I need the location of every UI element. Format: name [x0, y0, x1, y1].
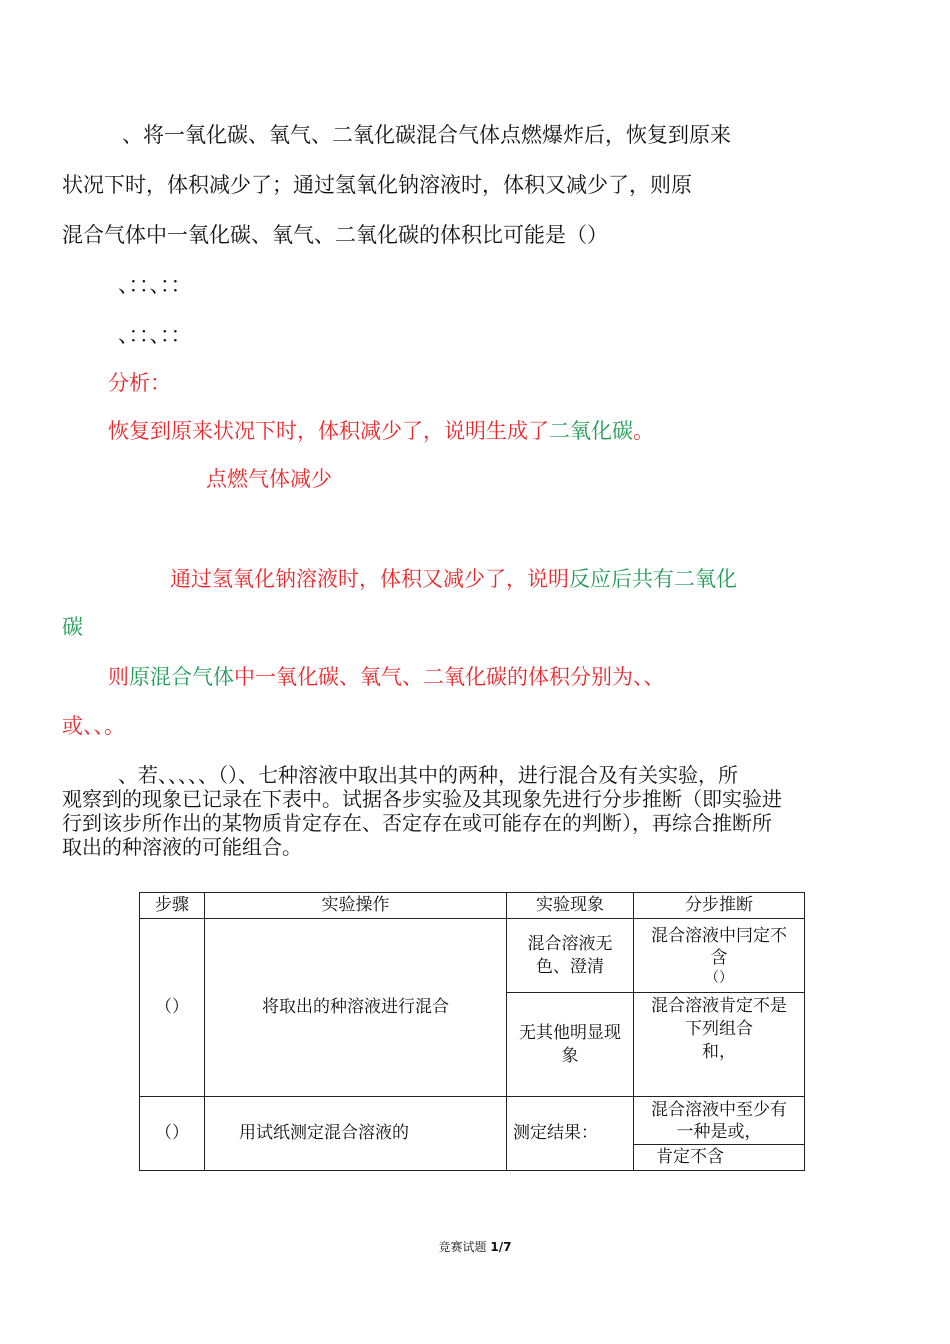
analysis-p3-red: 通过氢氧化钠溶液时，体积又减少了，说明 — [170, 567, 569, 591]
page-footer — [0, 1239, 950, 1255]
table-row — [140, 919, 805, 993]
analysis-paragraph-1 — [108, 418, 654, 444]
cell-line: 含 — [710, 947, 728, 968]
table-header-row — [140, 893, 805, 919]
header-inference: 分步推断 — [634, 893, 805, 919]
cell-line: 无其他明显现 — [519, 1022, 621, 1043]
analysis-p4-a: 则 — [108, 665, 129, 689]
cell-line: 象 — [561, 1045, 579, 1066]
analysis-p4-b: 原混合气体 — [129, 665, 234, 689]
footer-label: 竞赛试题 — [438, 1240, 491, 1254]
analysis-p3-continuation: 碳 — [62, 615, 83, 639]
cell-line: 和， — [702, 1042, 736, 1062]
question2-line3: 行到该步所作出的某物质肯定存在、否定存在或可能存在的判断），再综合推断所 — [62, 811, 772, 835]
header-step: 步骤 — [140, 893, 205, 919]
analysis-title: 分析： — [108, 371, 171, 395]
row1-inference-2 — [634, 993, 805, 1097]
cell-line: 混合溶液中冃定不 — [651, 925, 787, 946]
question1-option-1: 、：：、：： — [118, 273, 192, 297]
row2-inference-a — [634, 1097, 805, 1145]
row1-phenomenon-2 — [507, 993, 634, 1097]
question1-line2: 状况下时，体积减少了；通过氢氧化钠溶液时，体积又减少了，则原 — [62, 173, 692, 197]
row1-step: （） — [140, 919, 205, 1097]
question1-line3: 混合气体中一氧化碳、氧气、二氧化碳的体积比可能是（） — [62, 223, 608, 247]
header-phenomenon: 实验现象 — [507, 893, 634, 919]
analysis-p1-red: 恢复到原来状况下时，体积减少了，说明生成了 — [108, 419, 549, 443]
analysis-p1-end: 。 — [633, 419, 654, 443]
cell-line: 一种是或， — [676, 1121, 762, 1142]
cell-line: 混合溶液无 — [527, 933, 613, 954]
row1-operation: 将取出的种溶液进行混合 — [205, 919, 507, 1097]
experiment-table — [139, 892, 805, 1171]
cell-line: （） — [705, 969, 733, 986]
row2-phenomenon: 测定结果： — [507, 1097, 634, 1171]
question2-line2: 观察到的现象已记录在下表中。试据各步实验及其现象先进行分步推断（即实验进 — [62, 787, 782, 811]
analysis-p1-green: 二氧化碳 — [549, 419, 633, 443]
analysis-paragraph-4 — [108, 664, 665, 690]
question2-line1: 、若、、、、、（）、七种溶液中取出其中的两种，进行混合及有关实验，所 — [118, 763, 738, 787]
row2-operation: 用试纸测定混合溶液的 — [205, 1097, 507, 1171]
question2-paragraph — [62, 763, 892, 859]
question1-option-2: 、：：、：： — [118, 323, 192, 347]
cell-line: 色、澄清 — [536, 956, 604, 977]
header-operation: 实验操作 — [205, 893, 507, 919]
table-row — [140, 1097, 805, 1145]
question1-line1: 、将一氧化碳、氧气、二氧化碳混合气体点燃爆炸后，恢复到原来 — [122, 123, 731, 147]
row1-inference-1 — [634, 919, 805, 993]
page-number: 1/7 — [490, 1240, 512, 1254]
cell-line: 混合溶液肯定不是 — [651, 996, 787, 1016]
row2-inference-b: 肯定不含 — [634, 1145, 805, 1171]
analysis-p4-continuation: 或、、。 — [62, 714, 125, 738]
row1-phenomenon-1 — [507, 919, 634, 993]
analysis-paragraph-2: 点燃气体减少 — [206, 467, 332, 491]
analysis-p4-c: 中一氧化碳、氧气、二氧化碳的体积分别为、、 — [234, 665, 665, 689]
row2-step: （） — [140, 1097, 205, 1171]
question2-line4: 取出的种溶液的可能组合。 — [62, 835, 302, 859]
cell-line: 混合溶液中至少有 — [651, 1099, 787, 1120]
analysis-p3-green: 反应后共有二氧化 — [569, 567, 737, 591]
cell-line: 下列组合 — [685, 1019, 753, 1039]
analysis-paragraph-3 — [170, 566, 737, 592]
